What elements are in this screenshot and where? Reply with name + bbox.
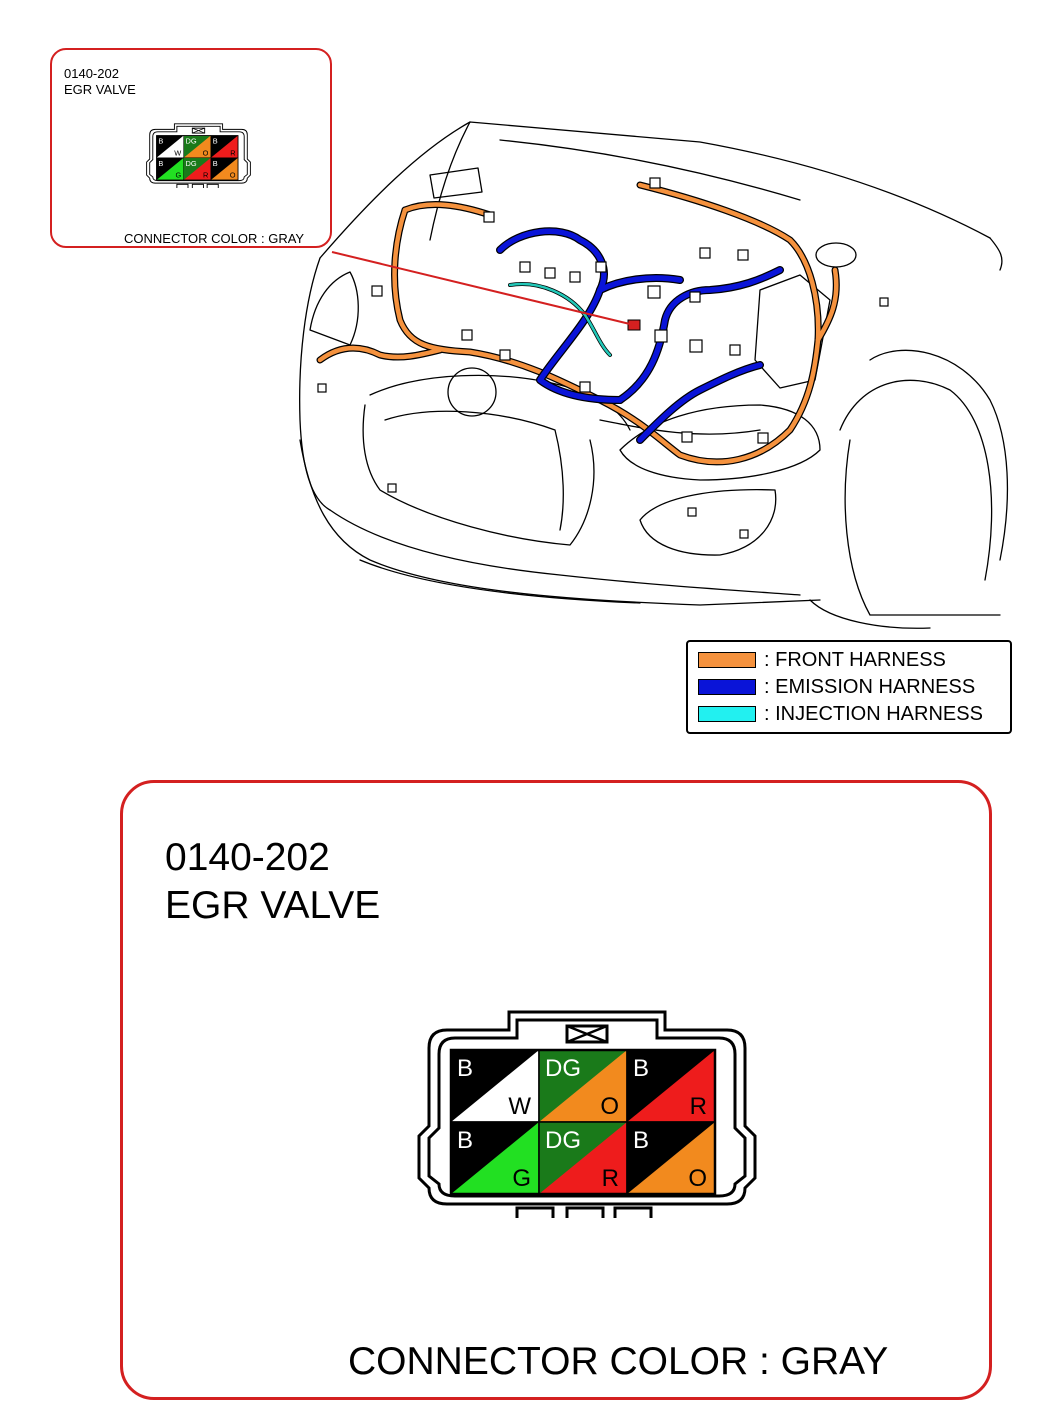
pin-cell <box>451 1050 539 1122</box>
pin-wire-color-top: B <box>457 1055 474 1082</box>
pin-wire-color-bottom: R <box>203 170 209 180</box>
pin-cell <box>211 158 238 180</box>
harness-legend <box>686 640 1012 734</box>
legend-item-front <box>698 649 946 671</box>
pin-cell <box>539 1122 627 1194</box>
pin-cell <box>627 1050 715 1122</box>
connector-color-label-small: CONNECTOR COLOR : GRAY <box>124 231 305 246</box>
connector-bottom-tab <box>192 184 203 188</box>
pin-wire-color-top: DG <box>545 1055 581 1082</box>
pin-cell <box>184 136 211 158</box>
connector-name-large: EGR VALVE <box>165 884 381 927</box>
pin-wire-color-bottom: W <box>508 1093 531 1120</box>
pin-wire-color-bottom: G <box>175 170 182 180</box>
pin-wire-color-top: B <box>457 1127 474 1154</box>
legend-swatch-front <box>698 652 756 668</box>
connector-id-large: 0140-202 <box>165 836 330 879</box>
pin-wire-color-top: DG <box>545 1127 581 1154</box>
pin-cell <box>184 158 211 180</box>
legend-label-injection: : INJECTION HARNESS <box>764 702 983 725</box>
pin-wire-color-bottom: O <box>600 1093 619 1120</box>
connector-callout-large <box>120 780 992 1400</box>
connector-id-small: 0140-202 <box>64 66 119 81</box>
pin-cell <box>451 1122 539 1194</box>
connector-callout-small <box>50 48 332 248</box>
connector-bottom-tab <box>615 1208 651 1218</box>
pin-wire-color-top: B <box>158 136 164 146</box>
pin-wire-color-top: DG <box>185 158 197 168</box>
connector-name-small: EGR VALVE <box>64 82 136 97</box>
legend-item-emission <box>698 676 975 698</box>
pin-wire-color-bottom: R <box>230 148 236 158</box>
pin-wire-color-top: B <box>633 1055 650 1082</box>
legend-item-injection <box>698 703 983 725</box>
legend-swatch-emission <box>698 679 756 695</box>
connector-bottom-tab <box>207 184 218 188</box>
pin-wire-color-bottom: O <box>202 148 209 158</box>
pin-wire-color-bottom: R <box>601 1165 619 1192</box>
pin-cell <box>157 158 184 180</box>
connector-pinout-large <box>417 1008 757 1218</box>
pin-cell <box>157 136 184 158</box>
pin-wire-color-bottom: O <box>688 1165 707 1192</box>
pin-wire-color-top: DG <box>185 136 197 146</box>
pin-wire-color-bottom: G <box>512 1165 531 1192</box>
pin-wire-color-top: B <box>212 136 218 146</box>
legend-label-emission: : EMISSION HARNESS <box>764 675 976 698</box>
connector-bottom-tab <box>567 1208 603 1218</box>
pin-wire-color-top: B <box>633 1127 650 1154</box>
pin-wire-color-bottom: R <box>689 1093 707 1120</box>
legend-label-front: : FRONT HARNESS <box>764 648 946 671</box>
connector-pinout-small <box>146 122 251 188</box>
pin-cell <box>539 1050 627 1122</box>
pin-wire-color-top: B <box>212 158 218 168</box>
pin-wire-color-top: B <box>158 158 164 168</box>
pin-cell <box>211 136 238 158</box>
legend-swatch-injection <box>698 706 756 722</box>
connector-bottom-tab <box>517 1208 553 1218</box>
pin-wire-color-bottom: O <box>229 170 236 180</box>
pin-cell <box>627 1122 715 1194</box>
connector-color-label-large: CONNECTOR COLOR : GRAY <box>348 1340 889 1383</box>
pin-wire-color-bottom: W <box>174 148 182 158</box>
connector-bottom-tab <box>177 184 188 188</box>
